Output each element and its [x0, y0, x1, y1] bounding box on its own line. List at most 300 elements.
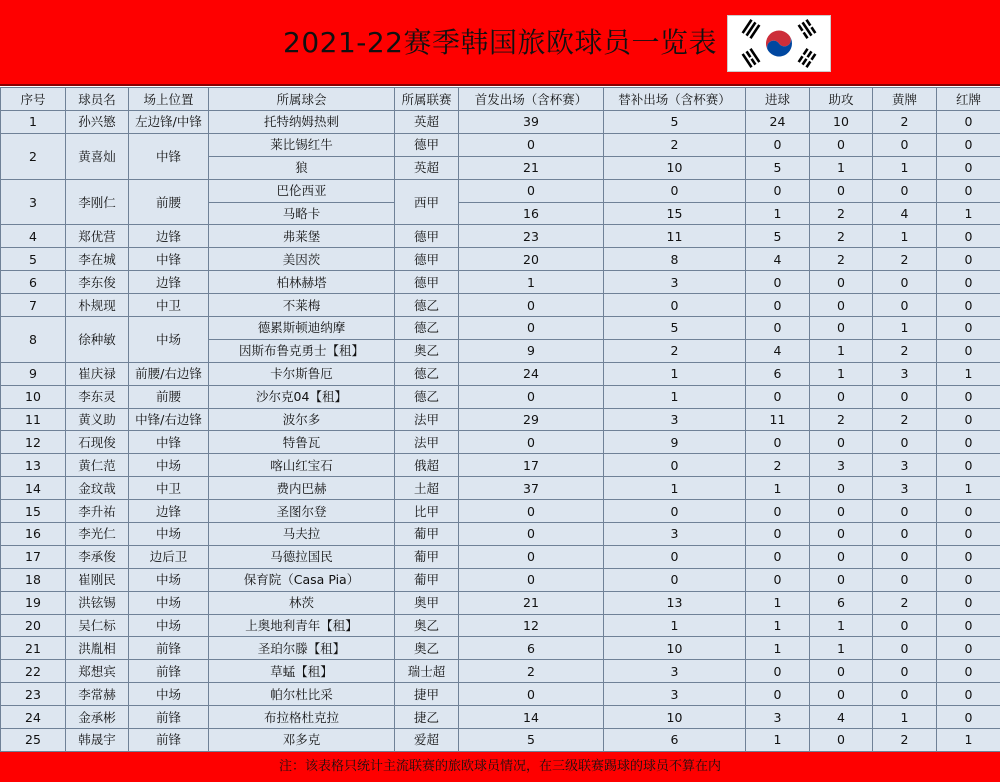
cell-no: 5 — [1, 248, 66, 271]
cell-goals: 0 — [746, 271, 810, 294]
cell-starts: 0 — [459, 568, 604, 591]
cell-yellow: 1 — [873, 156, 937, 179]
cell-subs: 6 — [604, 729, 746, 752]
cell-no: 11 — [1, 408, 66, 431]
cell-assists: 10 — [810, 111, 873, 134]
cell-goals: 1 — [746, 637, 810, 660]
cell-yellow: 1 — [873, 225, 937, 248]
player-table — [0, 87, 1000, 752]
cell-goals: 0 — [746, 683, 810, 706]
cell-league: 法甲 — [395, 408, 459, 431]
cell-no: 17 — [1, 545, 66, 568]
cell-subs: 5 — [604, 111, 746, 134]
cell-starts: 24 — [459, 362, 604, 385]
cell-assists: 6 — [810, 591, 873, 614]
cell-position: 中场 — [129, 317, 209, 363]
cell-position: 边后卫 — [129, 545, 209, 568]
cell-yellow: 2 — [873, 591, 937, 614]
cell-goals: 0 — [746, 385, 810, 408]
table-row — [1, 706, 1000, 729]
cell-red: 1 — [937, 729, 1000, 752]
cell-player-name: 黄喜灿 — [66, 133, 129, 179]
table-row — [1, 729, 1000, 752]
cell-league: 德乙 — [395, 385, 459, 408]
cell-red: 1 — [937, 202, 1000, 225]
cell-starts: 0 — [459, 317, 604, 340]
page-title: 2021-22赛季韩国旅欧球员一览表 — [283, 26, 717, 59]
cell-subs: 1 — [604, 385, 746, 408]
cell-assists: 0 — [810, 500, 873, 523]
cell-player-name: 吴仁标 — [66, 614, 129, 637]
cell-league: 奥乙 — [395, 637, 459, 660]
cell-goals: 0 — [746, 568, 810, 591]
table-row — [1, 500, 1000, 523]
cell-starts: 0 — [459, 545, 604, 568]
cell-player-name: 朴规现 — [66, 294, 129, 317]
cell-starts: 16 — [459, 202, 604, 225]
cell-club: 不莱梅 — [209, 294, 395, 317]
cell-goals: 0 — [746, 523, 810, 546]
table-row — [1, 454, 1000, 477]
cell-league: 捷甲 — [395, 683, 459, 706]
cell-red: 0 — [937, 156, 1000, 179]
table-row — [1, 614, 1000, 637]
cell-league: 瑞士超 — [395, 660, 459, 683]
cell-league: 奥乙 — [395, 339, 459, 362]
footer-note: 注：该表格只统计主流联赛的旅欧球员情况，在三级联赛踢球的球员不算在内 — [0, 752, 1000, 782]
cell-goals: 0 — [746, 133, 810, 156]
cell-club: 莱比锡红牛 — [209, 133, 395, 156]
cell-position: 中锋 — [129, 248, 209, 271]
cell-club: 卡尔斯鲁厄 — [209, 362, 395, 385]
cell-subs: 2 — [604, 339, 746, 362]
header-goals: 进球 — [746, 88, 810, 111]
cell-assists: 0 — [810, 317, 873, 340]
table-row — [1, 248, 1000, 271]
cell-yellow: 0 — [873, 637, 937, 660]
cell-club: 特鲁瓦 — [209, 431, 395, 454]
cell-goals: 6 — [746, 362, 810, 385]
cell-subs: 13 — [604, 591, 746, 614]
cell-red: 0 — [937, 225, 1000, 248]
cell-assists: 1 — [810, 339, 873, 362]
cell-starts: 0 — [459, 294, 604, 317]
header-name: 球员名 — [66, 88, 129, 111]
cell-player-name: 郑想宾 — [66, 660, 129, 683]
cell-assists: 0 — [810, 294, 873, 317]
cell-subs: 3 — [604, 271, 746, 294]
header-row — [1, 88, 1000, 111]
cell-no: 19 — [1, 591, 66, 614]
cell-starts: 29 — [459, 408, 604, 431]
cell-red: 0 — [937, 133, 1000, 156]
cell-no: 25 — [1, 729, 66, 752]
cell-yellow: 2 — [873, 248, 937, 271]
cell-assists: 0 — [810, 271, 873, 294]
cell-yellow: 2 — [873, 111, 937, 134]
cell-red: 1 — [937, 362, 1000, 385]
cell-yellow: 1 — [873, 706, 937, 729]
cell-club: 上奥地利青年【租】 — [209, 614, 395, 637]
cell-position: 前腰/右边锋 — [129, 362, 209, 385]
cell-assists: 0 — [810, 385, 873, 408]
cell-club: 美因茨 — [209, 248, 395, 271]
cell-league: 西甲 — [395, 179, 459, 225]
header-league: 所属联赛 — [395, 88, 459, 111]
table-row — [1, 477, 1000, 500]
cell-subs: 10 — [604, 156, 746, 179]
cell-subs: 3 — [604, 523, 746, 546]
cell-position: 中锋/右边锋 — [129, 408, 209, 431]
cell-red: 0 — [937, 683, 1000, 706]
cell-position: 左边锋/中锋 — [129, 111, 209, 134]
cell-club: 波尔多 — [209, 408, 395, 431]
table-body — [1, 111, 1000, 752]
cell-starts: 0 — [459, 683, 604, 706]
cell-no: 23 — [1, 683, 66, 706]
cell-player-name: 李升祐 — [66, 500, 129, 523]
cell-position: 边锋 — [129, 271, 209, 294]
cell-red: 0 — [937, 294, 1000, 317]
cell-red: 0 — [937, 500, 1000, 523]
cell-no: 21 — [1, 637, 66, 660]
cell-no: 6 — [1, 271, 66, 294]
cell-player-name: 黄仁范 — [66, 454, 129, 477]
cell-goals: 0 — [746, 179, 810, 202]
cell-subs: 1 — [604, 477, 746, 500]
cell-assists: 0 — [810, 729, 873, 752]
cell-yellow: 4 — [873, 202, 937, 225]
cell-yellow: 0 — [873, 523, 937, 546]
cell-assists: 0 — [810, 545, 873, 568]
cell-position: 中场 — [129, 523, 209, 546]
cell-league: 葡甲 — [395, 523, 459, 546]
cell-subs: 3 — [604, 683, 746, 706]
cell-league: 葡甲 — [395, 545, 459, 568]
cell-red: 1 — [937, 477, 1000, 500]
cell-subs: 0 — [604, 294, 746, 317]
cell-position: 中场 — [129, 568, 209, 591]
cell-position: 前锋 — [129, 706, 209, 729]
cell-yellow: 0 — [873, 179, 937, 202]
cell-starts: 20 — [459, 248, 604, 271]
cell-yellow: 0 — [873, 133, 937, 156]
cell-red: 0 — [937, 568, 1000, 591]
cell-club: 托特纳姆热刺 — [209, 111, 395, 134]
cell-subs: 5 — [604, 317, 746, 340]
cell-goals: 0 — [746, 660, 810, 683]
cell-club: 沙尔克04【租】 — [209, 385, 395, 408]
table-row — [1, 317, 1000, 340]
cell-subs: 1 — [604, 614, 746, 637]
table-row — [1, 133, 1000, 156]
cell-subs: 9 — [604, 431, 746, 454]
cell-no: 13 — [1, 454, 66, 477]
cell-league: 奥乙 — [395, 614, 459, 637]
cell-no: 20 — [1, 614, 66, 637]
cell-position: 中锋 — [129, 133, 209, 179]
header-starts: 首发出场（含杯赛） — [459, 88, 604, 111]
cell-position: 边锋 — [129, 225, 209, 248]
cell-red: 0 — [937, 591, 1000, 614]
cell-goals: 1 — [746, 202, 810, 225]
cell-no: 15 — [1, 500, 66, 523]
cell-goals: 3 — [746, 706, 810, 729]
cell-club: 巴伦西亚 — [209, 179, 395, 202]
cell-club: 喀山红宝石 — [209, 454, 395, 477]
cell-starts: 0 — [459, 431, 604, 454]
table-row — [1, 591, 1000, 614]
cell-club: 弗莱堡 — [209, 225, 395, 248]
cell-yellow: 2 — [873, 729, 937, 752]
cell-club: 因斯布鲁克勇士【租】 — [209, 339, 395, 362]
cell-starts: 21 — [459, 156, 604, 179]
cell-assists: 0 — [810, 523, 873, 546]
cell-starts: 0 — [459, 385, 604, 408]
cell-assists: 1 — [810, 637, 873, 660]
cell-player-name: 郑优营 — [66, 225, 129, 248]
cell-no: 18 — [1, 568, 66, 591]
cell-yellow: 0 — [873, 568, 937, 591]
cell-subs: 0 — [604, 500, 746, 523]
cell-player-name: 洪胤相 — [66, 637, 129, 660]
cell-player-name: 李在城 — [66, 248, 129, 271]
cell-goals: 4 — [746, 339, 810, 362]
table-row — [1, 660, 1000, 683]
cell-no: 10 — [1, 385, 66, 408]
cell-yellow: 2 — [873, 339, 937, 362]
cell-red: 0 — [937, 637, 1000, 660]
cell-red: 0 — [937, 271, 1000, 294]
cell-assists: 0 — [810, 683, 873, 706]
cell-subs: 0 — [604, 545, 746, 568]
cell-assists: 0 — [810, 133, 873, 156]
cell-goals: 1 — [746, 477, 810, 500]
cell-no: 9 — [1, 362, 66, 385]
cell-red: 0 — [937, 317, 1000, 340]
cell-red: 0 — [937, 408, 1000, 431]
cell-league: 德乙 — [395, 294, 459, 317]
cell-position: 中场 — [129, 454, 209, 477]
cell-league: 德乙 — [395, 317, 459, 340]
cell-club: 德累斯顿迪纳摩 — [209, 317, 395, 340]
cell-assists: 4 — [810, 706, 873, 729]
cell-player-name: 金承彬 — [66, 706, 129, 729]
cell-club: 圣图尔登 — [209, 500, 395, 523]
cell-position: 前锋 — [129, 637, 209, 660]
cell-club: 圣珀尔滕【租】 — [209, 637, 395, 660]
cell-position: 中场 — [129, 683, 209, 706]
cell-subs: 1 — [604, 362, 746, 385]
cell-yellow: 3 — [873, 362, 937, 385]
header-subs: 替补出场（含杯赛） — [604, 88, 746, 111]
cell-player-name: 韩晟宇 — [66, 729, 129, 752]
cell-starts: 23 — [459, 225, 604, 248]
cell-position: 前腰 — [129, 179, 209, 225]
cell-no: 22 — [1, 660, 66, 683]
cell-starts: 9 — [459, 339, 604, 362]
table-row — [1, 683, 1000, 706]
cell-player-name: 崔庆禄 — [66, 362, 129, 385]
cell-position: 前锋 — [129, 729, 209, 752]
cell-goals: 2 — [746, 454, 810, 477]
table-row — [1, 408, 1000, 431]
cell-club: 邓多克 — [209, 729, 395, 752]
cell-yellow: 3 — [873, 454, 937, 477]
cell-club: 布拉格杜克拉 — [209, 706, 395, 729]
cell-position: 边锋 — [129, 500, 209, 523]
cell-subs: 2 — [604, 133, 746, 156]
cell-red: 0 — [937, 706, 1000, 729]
cell-starts: 2 — [459, 660, 604, 683]
cell-yellow: 0 — [873, 294, 937, 317]
cell-position: 中卫 — [129, 477, 209, 500]
cell-assists: 0 — [810, 431, 873, 454]
cell-league: 德甲 — [395, 248, 459, 271]
cell-yellow: 0 — [873, 614, 937, 637]
table-row — [1, 225, 1000, 248]
table-row — [1, 523, 1000, 546]
cell-league: 俄超 — [395, 454, 459, 477]
cell-red: 0 — [937, 660, 1000, 683]
cell-goals: 5 — [746, 225, 810, 248]
cell-subs: 0 — [604, 568, 746, 591]
table-row — [1, 385, 1000, 408]
cell-no: 7 — [1, 294, 66, 317]
header-yellow: 黄牌 — [873, 88, 937, 111]
cell-starts: 6 — [459, 637, 604, 660]
cell-position: 前腰 — [129, 385, 209, 408]
cell-yellow: 0 — [873, 545, 937, 568]
cell-league: 捷乙 — [395, 706, 459, 729]
cell-goals: 0 — [746, 545, 810, 568]
cell-club: 保育院（Casa Pia） — [209, 568, 395, 591]
cell-player-name: 李东灵 — [66, 385, 129, 408]
south-korea-flag-icon — [727, 15, 831, 72]
cell-yellow: 0 — [873, 660, 937, 683]
cell-player-name: 洪铉锡 — [66, 591, 129, 614]
cell-red: 0 — [937, 339, 1000, 362]
cell-assists: 0 — [810, 568, 873, 591]
cell-league: 德甲 — [395, 133, 459, 156]
cell-yellow: 0 — [873, 431, 937, 454]
cell-assists: 2 — [810, 202, 873, 225]
cell-starts: 0 — [459, 133, 604, 156]
cell-league: 爱超 — [395, 729, 459, 752]
cell-red: 0 — [937, 248, 1000, 271]
header-position: 场上位置 — [129, 88, 209, 111]
cell-subs: 0 — [604, 179, 746, 202]
cell-yellow: 0 — [873, 385, 937, 408]
cell-starts: 0 — [459, 523, 604, 546]
cell-player-name: 李东俊 — [66, 271, 129, 294]
cell-no: 14 — [1, 477, 66, 500]
cell-assists: 1 — [810, 614, 873, 637]
cell-position: 中锋 — [129, 431, 209, 454]
cell-player-name: 石现俊 — [66, 431, 129, 454]
cell-subs: 3 — [604, 660, 746, 683]
cell-no: 12 — [1, 431, 66, 454]
cell-yellow: 1 — [873, 317, 937, 340]
cell-league: 土超 — [395, 477, 459, 500]
cell-league: 法甲 — [395, 431, 459, 454]
cell-starts: 17 — [459, 454, 604, 477]
cell-position: 前锋 — [129, 660, 209, 683]
cell-player-name: 李光仁 — [66, 523, 129, 546]
cell-league: 英超 — [395, 111, 459, 134]
cell-player-name: 徐种敏 — [66, 317, 129, 363]
cell-goals: 1 — [746, 614, 810, 637]
table-row — [1, 271, 1000, 294]
cell-assists: 3 — [810, 454, 873, 477]
cell-starts: 0 — [459, 179, 604, 202]
cell-subs: 10 — [604, 706, 746, 729]
table-row — [1, 294, 1000, 317]
cell-club: 马夫拉 — [209, 523, 395, 546]
cell-goals: 24 — [746, 111, 810, 134]
cell-subs: 10 — [604, 637, 746, 660]
cell-league: 奥甲 — [395, 591, 459, 614]
cell-subs: 15 — [604, 202, 746, 225]
cell-yellow: 0 — [873, 500, 937, 523]
cell-no: 8 — [1, 317, 66, 363]
cell-assists: 1 — [810, 362, 873, 385]
table-row — [1, 545, 1000, 568]
cell-goals: 0 — [746, 294, 810, 317]
cell-assists: 1 — [810, 156, 873, 179]
cell-goals: 0 — [746, 317, 810, 340]
cell-red: 0 — [937, 179, 1000, 202]
cell-assists: 0 — [810, 660, 873, 683]
cell-assists: 0 — [810, 179, 873, 202]
cell-subs: 3 — [604, 408, 746, 431]
table-row — [1, 431, 1000, 454]
cell-assists: 2 — [810, 225, 873, 248]
header-no: 序号 — [1, 88, 66, 111]
cell-red: 0 — [937, 385, 1000, 408]
cell-goals: 11 — [746, 408, 810, 431]
cell-position: 中场 — [129, 591, 209, 614]
cell-club: 狼 — [209, 156, 395, 179]
cell-no: 4 — [1, 225, 66, 248]
cell-league: 德甲 — [395, 271, 459, 294]
cell-red: 0 — [937, 545, 1000, 568]
cell-starts: 37 — [459, 477, 604, 500]
cell-club: 帕尔杜比采 — [209, 683, 395, 706]
cell-starts: 21 — [459, 591, 604, 614]
cell-starts: 39 — [459, 111, 604, 134]
cell-starts: 5 — [459, 729, 604, 752]
cell-goals: 4 — [746, 248, 810, 271]
header-assists: 助攻 — [810, 88, 873, 111]
cell-red: 0 — [937, 614, 1000, 637]
table-row — [1, 568, 1000, 591]
cell-player-name: 孙兴慜 — [66, 111, 129, 134]
table-row — [1, 362, 1000, 385]
cell-club: 柏林赫塔 — [209, 271, 395, 294]
cell-player-name: 李刚仁 — [66, 179, 129, 225]
cell-no: 2 — [1, 133, 66, 179]
cell-assists: 2 — [810, 248, 873, 271]
cell-player-name: 黄义助 — [66, 408, 129, 431]
cell-yellow: 2 — [873, 408, 937, 431]
cell-club: 马略卡 — [209, 202, 395, 225]
cell-club: 林茨 — [209, 591, 395, 614]
cell-assists: 2 — [810, 408, 873, 431]
cell-assists: 0 — [810, 477, 873, 500]
cell-player-name: 李常赫 — [66, 683, 129, 706]
table-row — [1, 111, 1000, 134]
